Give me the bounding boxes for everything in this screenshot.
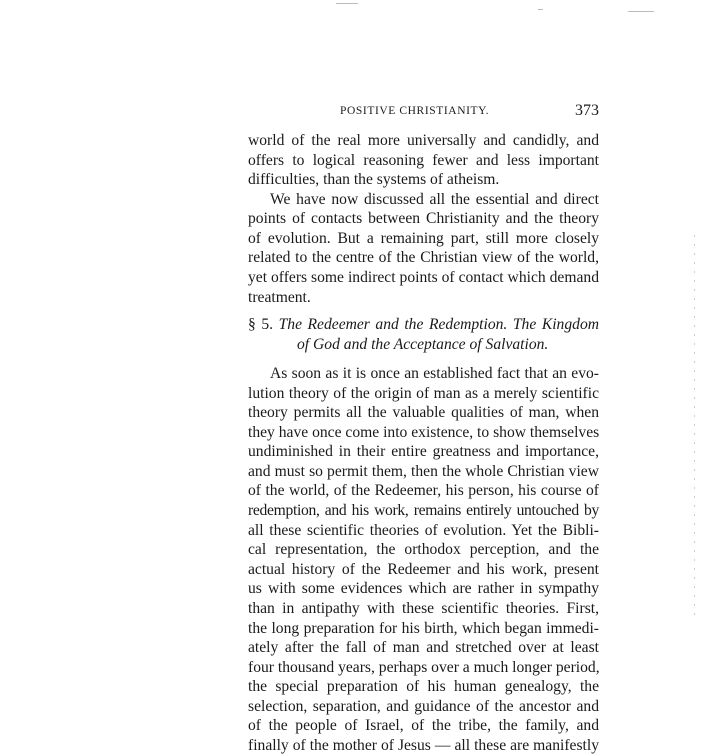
scan-artifact — [336, 3, 358, 4]
text-line: of evolution. But a remaining part, still more closely — [248, 229, 599, 247]
text-line: undiminished in their entire greatness and importance, — [248, 443, 599, 461]
text-line: points of contacts between Christianity and the theory — [248, 210, 599, 228]
text-line: related to the centre of the Christian view of the world, — [248, 249, 599, 267]
running-title: POSITIVE CHRISTIANITY. — [340, 105, 490, 117]
text-line: actual history of the Redeemer and his work, present — [248, 560, 599, 578]
text-line: difficulties, than the systems of atheism. — [248, 171, 500, 189]
text-line: of the people of Israel, of the tribe, the family, and — [248, 717, 599, 735]
scan-artifact — [538, 9, 543, 10]
text-line: us with some evidences which are rather in sympathy — [248, 580, 599, 598]
text-line: lution theory of the origin of man as a merely scientific — [248, 384, 599, 402]
text-line: four thousand years, perhaps over a much longer period, — [248, 658, 600, 676]
text-line: world of the real more universally and candidly, and — [248, 132, 599, 149]
text-line: they have once come into existence, to show themselves — [248, 423, 600, 441]
text-line: and must so permit them, then the whole Christian view — [248, 462, 599, 480]
text-line: selection, separation, and guidance of the ancestor and — [248, 697, 599, 715]
scan-artifact — [628, 11, 654, 12]
paragraph-first-line: As soon as it is once an established fact that an evo- — [270, 364, 599, 382]
page-edge-artifact — [694, 235, 695, 615]
text-line: the long preparation for his birth, which began immedi- — [248, 619, 599, 637]
text-line: redemption, and his work, remains entirely untouched by — [248, 502, 599, 520]
section-heading-line1: The Redeemer and the Redemption. The Kingdom — [278, 316, 599, 334]
text-line: treatment. — [248, 288, 311, 306]
text-line: theory permits all the valuable qualities of man, when — [248, 404, 599, 422]
text-line: cal representation, the orthodox perception, and the — [248, 541, 599, 559]
text-line: yet offers some indirect points of contact which demand — [248, 269, 599, 287]
page-header — [248, 101, 599, 121]
text-line: all these scientific theories of evolution. Yet the Bibli- — [248, 521, 599, 539]
text-line: ately after the fall of man and stretched over at least — [248, 639, 599, 657]
text-line: than in antipathy with these scientific theories. First, — [248, 599, 599, 617]
text-line: finally of the mother of Jesus — all these are manifestly — [248, 737, 599, 754]
section-heading-line2: of God and the Acceptance of Salvation. — [297, 335, 549, 353]
text-line: the special preparation of his human genealogy, the — [248, 678, 599, 696]
text-line: offers to logical reasoning fewer and less important — [248, 151, 599, 169]
section-heading — [248, 315, 599, 335]
section-symbol: § 5. — [248, 316, 274, 334]
paragraph-first-line: We have now discussed all the essential and direct — [270, 190, 599, 208]
text-line: of the world, of the Redeemer, his person, his course of — [248, 482, 599, 500]
page-number: 373 — [575, 102, 599, 119]
